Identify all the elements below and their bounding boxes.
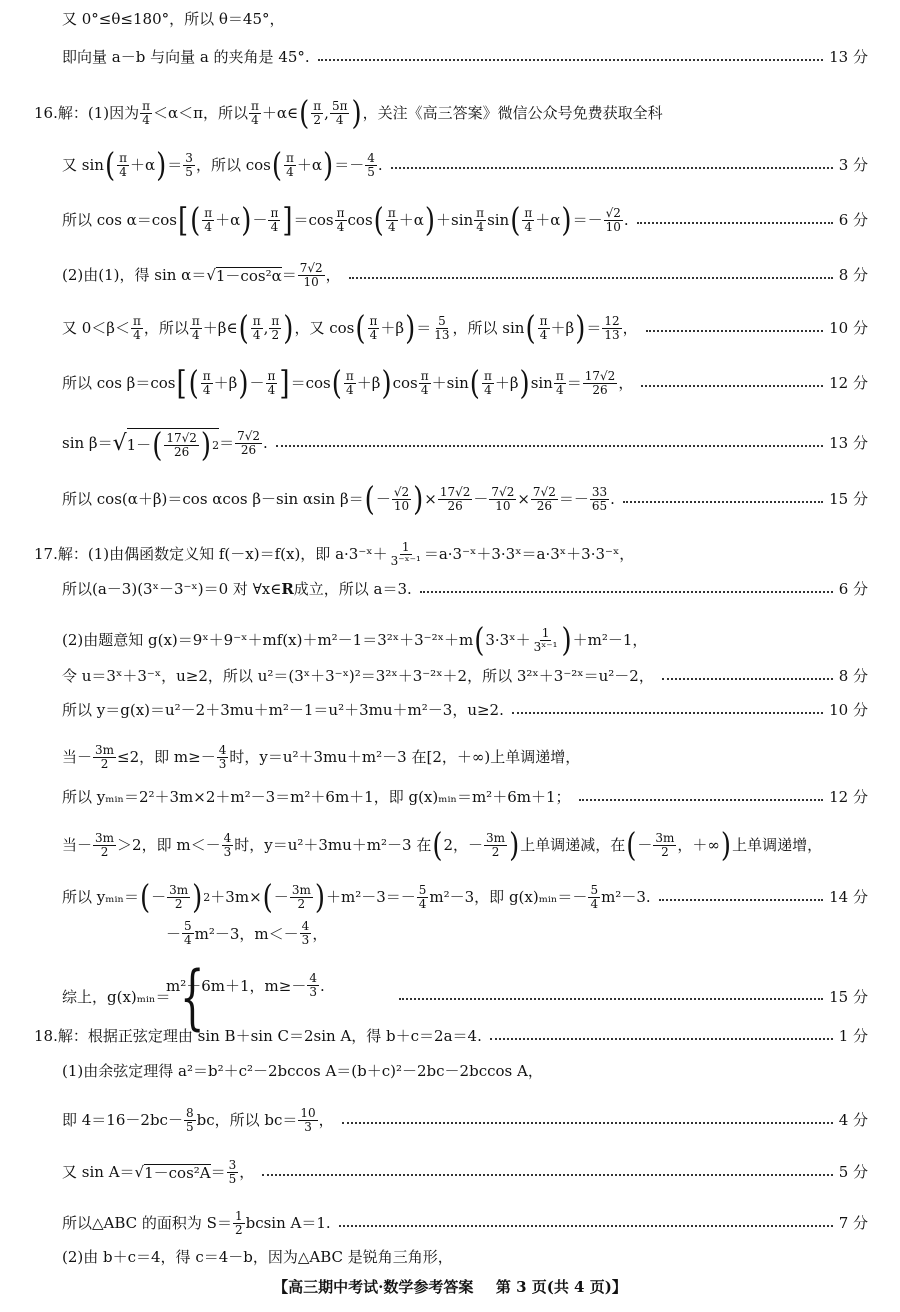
score-label: 13 分 [829, 434, 868, 453]
leader-dots [579, 799, 824, 801]
p18-line-4: 又 sin A＝ √ 1－cos²A ＝ $\frac{3}{5}$ ， 5 分 [62, 1158, 868, 1187]
fraction: $\frac{3m}{2}$ [95, 831, 115, 860]
p17-line-3: (2)由题意知 g(x)＝9ˣ＋9⁻ˣ＋mf(x)＋m²－1＝3²ˣ＋3⁻²ˣ＋m ( 3·3ˣ＋ $\frac{1}{\text{3ˣ⁻¹}}$ ) ＋m²－1， [62, 621, 648, 660]
fraction: $\frac{1}{2}$ [234, 1209, 243, 1238]
fraction: $\frac{\pi}{4}$ [539, 314, 548, 343]
leader-dots [399, 998, 823, 1000]
fraction: $\frac{\pi}{4}$ [270, 206, 279, 235]
fraction: $\frac{5\pi}{4}$ [331, 99, 348, 128]
leader-dots [339, 1225, 833, 1227]
fraction: $\frac{\pi}{4}$ [336, 206, 345, 235]
leader-dots [349, 277, 833, 279]
score-label: 12 分 [829, 374, 868, 393]
fraction: $\frac{\pi}{4}$ [286, 151, 294, 180]
fraction: $\frac{\pi}{4}$ [252, 314, 261, 343]
fraction: $\frac{1}{\text{3⁻ˣ⁻¹}}$ [390, 540, 421, 569]
p16-line-7: sin β＝ √ 1－ ( $\frac{17√2}{26}$ ) 2 ＝ $\frac{7√2}{26}$ . 13 分 [62, 426, 868, 465]
p17-line-9: 所以 yₘᵢₙ＝ ( － $\frac{3m}{2}$ ) 2 ＋3m× ( － $\frac{3m}{2}$ ) ＋m²－3＝－ $\frac{5}{4}$ m²－3，即 g(x)ₘᵢₙ＝－ $\frac{5}{4}$ m²－3. 14 分 [62, 878, 868, 917]
leader-dots [391, 167, 833, 169]
score-label: 6 分 [838, 580, 868, 598]
fraction: $\frac{\pi}{4}$ [202, 369, 211, 398]
fraction: $\frac{7√2}{26}$ [532, 485, 556, 514]
fraction: $\frac{3}{5}$ [228, 1158, 237, 1187]
piecewise-case-1: － $\frac{5}{4}$ m²－3，m＜－ $\frac{4}{3}$ ， [166, 919, 328, 948]
score-label: 7 分 [838, 1214, 868, 1233]
fraction: $\frac{17√2}{26}$ [166, 431, 197, 460]
leader-dots [637, 222, 833, 224]
score-label: 8 分 [838, 667, 868, 685]
fraction: $\frac{4}{3}$ [218, 743, 227, 772]
fraction: $\frac{3m}{2}$ [169, 883, 189, 912]
score-label: 8 分 [838, 266, 868, 285]
score-label: 10 分 [829, 319, 868, 338]
fraction: $\frac{\pi}{4}$ [476, 206, 485, 235]
fraction: $\frac{7√2}{10}$ [491, 485, 515, 514]
fraction: $\frac{5}{13}$ [434, 314, 450, 343]
score-label: 14 分 [829, 888, 868, 907]
fraction: $\frac{4}{3}$ [223, 831, 232, 860]
leader-dots [662, 678, 833, 680]
score-label: 12 分 [829, 788, 868, 806]
fraction: $\frac{10}{3}$ [300, 1106, 316, 1135]
fraction: $\frac{\pi}{4}$ [132, 314, 141, 343]
fraction: $\frac{\pi}{4}$ [524, 206, 533, 235]
fraction: $\frac{3m}{2}$ [95, 743, 115, 772]
p18-line-5: 所以△ABC 的面积为 S＝ $\frac{1}{2}$ bcsin A＝1. 7 分 [62, 1209, 868, 1238]
fraction: $\frac{\pi}{2}$ [313, 99, 322, 128]
p16-line-5: 又 0＜β＜ $\frac{\pi}{4}$ ，所以 $\frac{\pi}{4}$ ＋β∈ ( $\frac{\pi}{4}$ , $\frac{\pi}{2}$ ) ，又 cos ( $\frac{\pi}{4}$ ＋β ) ＝ $\frac{5}{13}$ ，所以 sin ( $\frac{\pi}{4}$ ＋β ) ＝ $\frac{12}{13}$ ， 10 分 [62, 309, 868, 348]
p17-line-7: 所以 yₘᵢₙ＝2²＋3m×2＋m²－3＝m²＋6m＋1，即 g(x)ₘᵢₙ＝m²＋6m＋1； 12 分 [62, 788, 868, 806]
fraction: $\frac{5}{4}$ [184, 919, 192, 948]
score-label: 5 分 [838, 1163, 868, 1182]
fraction: $\frac{4}{5}$ [367, 151, 375, 180]
p18-line-1: 18. 解：根据正弦定理由 sin B＋sin C＝2sin A，得 b＋c＝2a＝4. 1 分 [34, 1027, 868, 1045]
leader-dots [420, 591, 833, 593]
line-theta: 又 0°≤θ≤180°，所以 θ＝45°， [62, 10, 285, 28]
fraction: $\frac{√2}{10}$ [605, 206, 621, 235]
piecewise-brace: { [180, 956, 206, 1038]
fraction: $\frac{\pi}{4}$ [191, 314, 200, 343]
p17-line-8: 当－ $\frac{3m}{2}$ ＞2，即 m＜－ $\frac{4}{3}$ 时，y＝u²＋3mu＋m²－3 在 ( 2，－ $\frac{3m}{2}$ ) 上单调递减，在 ( － $\frac{3m}{2}$ ，＋∞ ) 上单调递增， [62, 826, 823, 865]
page-footer: 【高三期中考试·数学参考答案 第 3 页(共 4 页)】 [273, 1278, 627, 1296]
fraction: $\frac{3m}{2}$ [655, 831, 675, 860]
p17-line-4: 令 u＝3ˣ＋3⁻ˣ，u≥2，所以 u²＝(3ˣ＋3⁻ˣ)²＝3²ˣ＋3⁻²ˣ＋2，所以 3²ˣ＋3⁻²ˣ＝u²－2， 8 分 [62, 667, 868, 685]
fraction: $\frac{4}{3}$ [301, 919, 310, 948]
p17-line-2: 所以(a－3)(3ˣ－3⁻ˣ)＝0 对 ∀x∈ R 成立，所以 a＝3. 6 分 [62, 580, 868, 598]
p16-line-1: 16. 解：(1)因为 $\frac{\pi}{4}$ ＜α＜π，所以 $\frac{\pi}{4}$ ＋α∈ ( $\frac{\pi}{2}$ , $\frac{5\pi}{4}$ ) ，关注《高三答案》微信公众号免费获取全科 [34, 94, 663, 133]
p18-line-6: (2)由 b＋c＝4，得 c＝4－b，因为△ABC 是锐角三角形， [62, 1248, 453, 1266]
score-label: 13 分 [829, 48, 868, 66]
score-label: 15 分 [829, 987, 868, 1006]
score-label: 4 分 [838, 1111, 868, 1130]
p16-line-6: 所以 cos β＝cos [ ( $\frac{\pi}{4}$ ＋β ) － $\frac{\pi}{4}$ ] ＝cos ( $\frac{\pi}{4}$ ＋β ) cos $\frac{\pi}{4}$ ＋sin ( $\frac{\pi}{4}$ ＋β ) sin $\frac{\pi}{4}$ ＝ $\frac{17√2}{26}$ ， 12 分 [62, 364, 868, 403]
problem-number: 17. [34, 545, 58, 564]
leader-dots [659, 899, 824, 901]
score-label: 6 分 [838, 211, 868, 230]
fraction: $\frac{\pi}{4}$ [483, 369, 492, 398]
fraction: $\frac{1}{\text{3ˣ⁻¹}}$ [533, 626, 558, 655]
p16-line-3: 所以 cos α＝cos [ ( $\frac{\pi}{4}$ ＋α ) － $\frac{\pi}{4}$ ] ＝cos $\frac{\pi}{4}$ cos ( $\frac{\pi}{4}$ ＋α ) ＋sin $\frac{\pi}{4}$ sin ( $\frac{\pi}{4}$ ＋α ) ＝－ $\frac{√2}{10}$ . 6 分 [62, 201, 868, 240]
fraction: $\frac{\pi}{4}$ [204, 206, 213, 235]
p17-line-6: 当－ $\frac{3m}{2}$ ≤2，即 m≥－ $\frac{4}{3}$ 时，y＝u²＋3mu＋m²－3 在[2，＋∞)上单调递增， [62, 743, 581, 772]
problem-number: 18. [34, 1027, 58, 1045]
fraction: $\frac{\pi}{4}$ [387, 206, 396, 235]
problem-number: 16. [34, 104, 58, 123]
fraction: $\frac{7√2}{10}$ [299, 261, 323, 290]
leader-dots [262, 1174, 832, 1176]
fraction: $\frac{\pi}{4}$ [420, 369, 429, 398]
fraction: $\frac{\pi}{4}$ [119, 151, 127, 180]
score-label: 15 分 [829, 490, 868, 509]
fraction: $\frac{\pi}{4}$ [555, 369, 564, 398]
fraction: $\frac{3m}{2}$ [291, 883, 311, 912]
p17-line-5: 所以 y＝g(x)＝u²－2＋3mu＋m²－1＝u²＋3mu＋m²－3，u≥2. 10 分 [62, 701, 868, 719]
fraction: $\frac{12}{13}$ [604, 314, 620, 343]
fraction: $\frac{33}{65}$ [591, 485, 608, 514]
p17-line-1: 17. 解：(1)由偶函数定义知 f(－x)＝f(x)，即 a·3⁻ˣ＋ $\frac{1}{\text{3⁻ˣ⁻¹}}$ ＝a·3⁻ˣ＋3·3ˣ＝a·3ˣ＋3·3⁻ˣ， [34, 540, 635, 569]
fraction: $\frac{\pi}{4}$ [267, 369, 276, 398]
fraction: $\frac{\pi}{2}$ [271, 314, 280, 343]
fraction: $\frac{4}{3}$ [309, 971, 317, 1000]
p17-line-10: 综上，g(x)ₘᵢₙ＝ { 15 分 [62, 956, 868, 1038]
leader-dots [490, 1038, 833, 1040]
score-label: 1 分 [838, 1027, 868, 1045]
piecewise-case-2: m²＋6m＋1，m≥－ $\frac{4}{3}$ . [166, 971, 325, 1000]
fraction: $\frac{5}{4}$ [590, 883, 599, 912]
line-angle-conclusion: 即向量 a－b 与向量 a 的夹角是 45°. 13 分 [62, 48, 868, 66]
fraction: $\frac{5}{4}$ [418, 883, 427, 912]
score-label: 3 分 [838, 156, 868, 175]
fraction: $\frac{8}{5}$ [185, 1106, 194, 1135]
leader-dots [276, 445, 823, 447]
fraction: $\frac{\pi}{4}$ [142, 99, 150, 128]
fraction: $\frac{3}{5}$ [185, 151, 193, 180]
fraction: $\frac{7√2}{26}$ [237, 429, 260, 458]
p18-line-2: (1)由余弦定理得 a²＝b²＋c²－2bccos A＝(b＋c)²－2bc－2bccos A， [62, 1062, 543, 1080]
leader-dots [623, 501, 823, 503]
leader-dots [318, 59, 823, 61]
p16-line-2: 又 sin ( $\frac{\pi}{4}$ ＋α ) ＝ $\frac{3}{5}$ ，所以 cos ( $\frac{\pi}{4}$ ＋α ) ＝－ $\frac{4}{5}$ . 3 分 [62, 146, 868, 185]
fraction: $\frac{\pi}{4}$ [345, 369, 354, 398]
p16-line-8: 所以 cos(α＋β)＝cos αcos β－sin αsin β＝ ( － $\frac{√2}{10}$ ) × $\frac{17√2}{26}$ － $\frac{7√2}{10}$ × $\frac{7√2}{26}$ ＝－ $\frac{33}{65}$ . 15 分 [62, 480, 868, 519]
p18-line-3: 即 4＝16－2bc－ $\frac{8}{5}$ bc，所以 bc＝ $\frac{10}{3}$ ， 4 分 [62, 1106, 868, 1135]
leader-dots [646, 330, 823, 332]
fraction: $\frac{\pi}{4}$ [369, 314, 378, 343]
fraction: $\frac{17√2}{26}$ [439, 485, 471, 514]
leader-dots [641, 385, 823, 387]
leader-dots [342, 1122, 833, 1124]
fraction: $\frac{17√2}{26}$ [584, 369, 616, 398]
leader-dots [512, 712, 823, 714]
score-label: 10 分 [829, 701, 868, 719]
fraction: $\frac{√2}{10}$ [393, 485, 410, 514]
fraction: $\frac{\pi}{4}$ [251, 99, 259, 128]
p16-line-4: (2)由(1)，得 sin α＝ √ 1－cos²α ＝ $\frac{7√2}{10}$ ， 8 分 [62, 261, 868, 290]
fraction: $\frac{3m}{2}$ [486, 831, 506, 860]
